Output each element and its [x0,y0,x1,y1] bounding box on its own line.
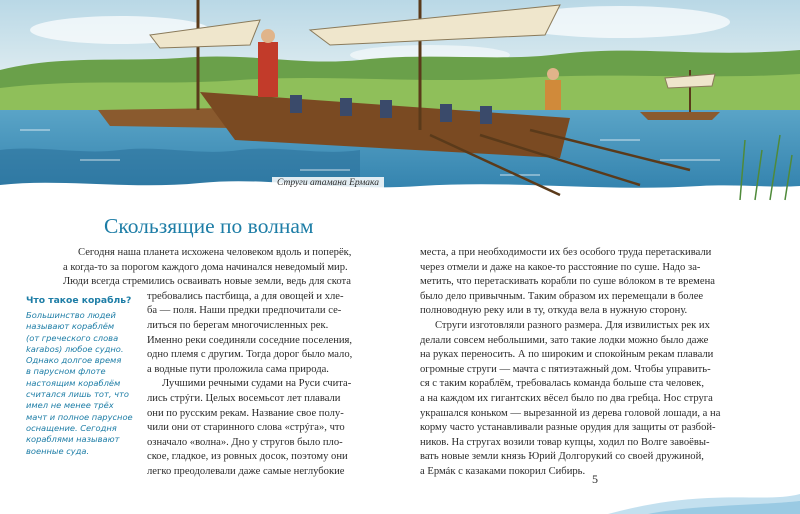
paragraph: Сегодня наша планета исхожена человеком вдоль и поперёк, а когда-то за порогом каждого дома начинался неведомый мир. Люди всегда стремились осваивать новые земли, ведь для скота [63,247,352,288]
boats-painting-icon [0,0,800,215]
sidebar-title: Что такое корабль? [26,295,132,306]
water-strip-decoration [608,488,800,514]
illustration-caption: Струги атамана Ермака [272,177,384,189]
page-number: 5 [592,472,598,486]
paragraph-continued: требовались пастбища, а для овощей и хле- ба — поля. Наши предки предпочитали се- литься по берегам многочисленных рек. Именно реки соединяли соседние поселения, одно племя с другим. Тогда дорог было мало, а водные пути проложила сама природа. [147,290,353,375]
sidebar-text: Большинство людей называют кораблём (от греческого слова karabos) любое судно. Однако долгое время в парусном флоте настоящим кораблём считался лишь тот, что имел не менее трёх мачт и полное парусное оснащение. Сегодня кораблями называют военные суда. [26,310,133,456]
text-column-right [420,246,760,480]
ships-illustration [0,0,800,215]
paragraph: Струги изготовляли разного размера. Для извилистых рек их делали совсем небольшими, зато такие лодки можно было даже на руках переносить. А по широким и спокойным рекам плавали огромные струги — мачта с пятиэтажный дом. Чтобы управить- ся с таким кораблём, требовалась команда больше ста человек, а на каждом их гигантских вёсел было по два гребца. Нос струга украшался коньком — вырезанной из дерева головой лошади, а на корму часто устанавливали разные орудия для защиты от разбой- ников. На стругах возили товар купцы, ходил по Волге завоёвы- вать новые земли князь Юрий Долгорукий со своей дружиной, а Ермáк с казаками покорил Сибирь. [420,319,721,477]
page-title: Скользящие по волнам [104,214,314,238]
paragraph-continued: места, а при необходимости их без особого труда перетаскивали через отмели и даже на какое-то расстояние по суше. Надо за- метить, что перетаскивать корабли по суше вóлоком в те времена было дело привычным. Таким образом их перемещали в более полноводную реку или в ту, откуда вела в нужную сторону. [420,247,715,317]
sidebar-note [26,295,140,457]
paragraph: Лучшими речными судами на Руси счита- лись стрýги. Целых восемьсот лет плавали они по русским рекам. Название свое полу- чили они от старинного слова «стрýга», что означало «волна». Дно у стругов было пло- ское, гладкое, из ровных досок, поэтому они легко преодолевали даже самые неглубокие [147,378,352,477]
